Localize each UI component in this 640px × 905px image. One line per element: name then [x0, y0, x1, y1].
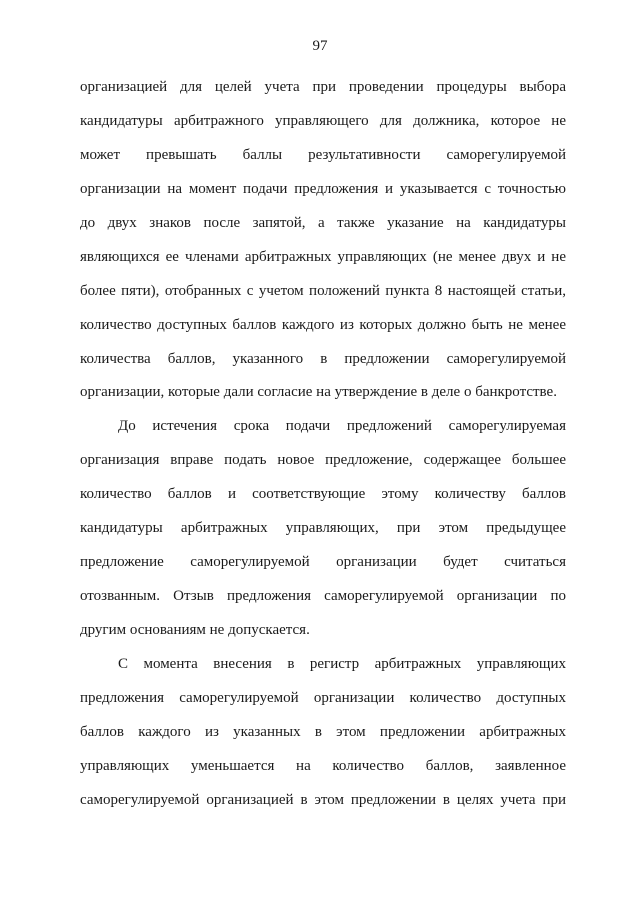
text-line: предложения саморегулируемой организации количество доступных: [80, 690, 566, 706]
paragraph-first-line: С момента внесения в регистр арбитражных управляющих: [118, 656, 566, 672]
text-line: отозванным. Отзыв предложения саморегулируемой организации по: [80, 588, 566, 604]
page-number: 97: [312, 38, 328, 54]
text-line: организация вправе подать новое предложение, содержащее большее: [80, 452, 566, 468]
text-line: организацией для целей учета при проведении процедуры выбора: [80, 79, 566, 95]
text-line: являющихся ее членами арбитражных управляющих (не менее двух и не: [80, 249, 566, 265]
text-line: кандидатуры арбитражных управляющих, при этом предыдущее: [80, 520, 566, 536]
text-line: кандидатуры арбитражного управляющего для должника, которое не: [80, 113, 566, 129]
text-line: количества баллов, указанного в предложении саморегулируемой: [80, 351, 566, 367]
text-line: предложение саморегулируемой организации будет считаться: [80, 554, 566, 570]
text-line: организации, которые дали согласие на утверждение в деле о банкротстве.: [80, 384, 557, 400]
text-line: организации на момент подачи предложения и указывается с точностью: [80, 181, 566, 197]
text-line: саморегулируемой организацией в этом предложении в целях учета при: [80, 792, 566, 808]
text-line: другим основаниям не допускается.: [80, 622, 310, 638]
text-line: баллов каждого из указанных в этом предложении арбитражных: [80, 724, 566, 740]
text-line: управляющих уменьшается на количество баллов, заявленное: [80, 758, 566, 774]
paragraph-first-line: До истечения срока подачи предложений саморегулируемая: [118, 418, 566, 434]
text-line: количество баллов и соответствующие этому количеству баллов: [80, 486, 566, 502]
text-line: более пяти), отобранных с учетом положений пункта 8 настоящей статьи,: [80, 283, 566, 299]
text-line: может превышать баллы результативности саморегулируемой: [80, 147, 566, 163]
text-line: количество доступных баллов каждого из которых должно быть не менее: [80, 317, 566, 333]
text-line: до двух знаков после запятой, а также указание на кандидатуры: [80, 215, 566, 231]
